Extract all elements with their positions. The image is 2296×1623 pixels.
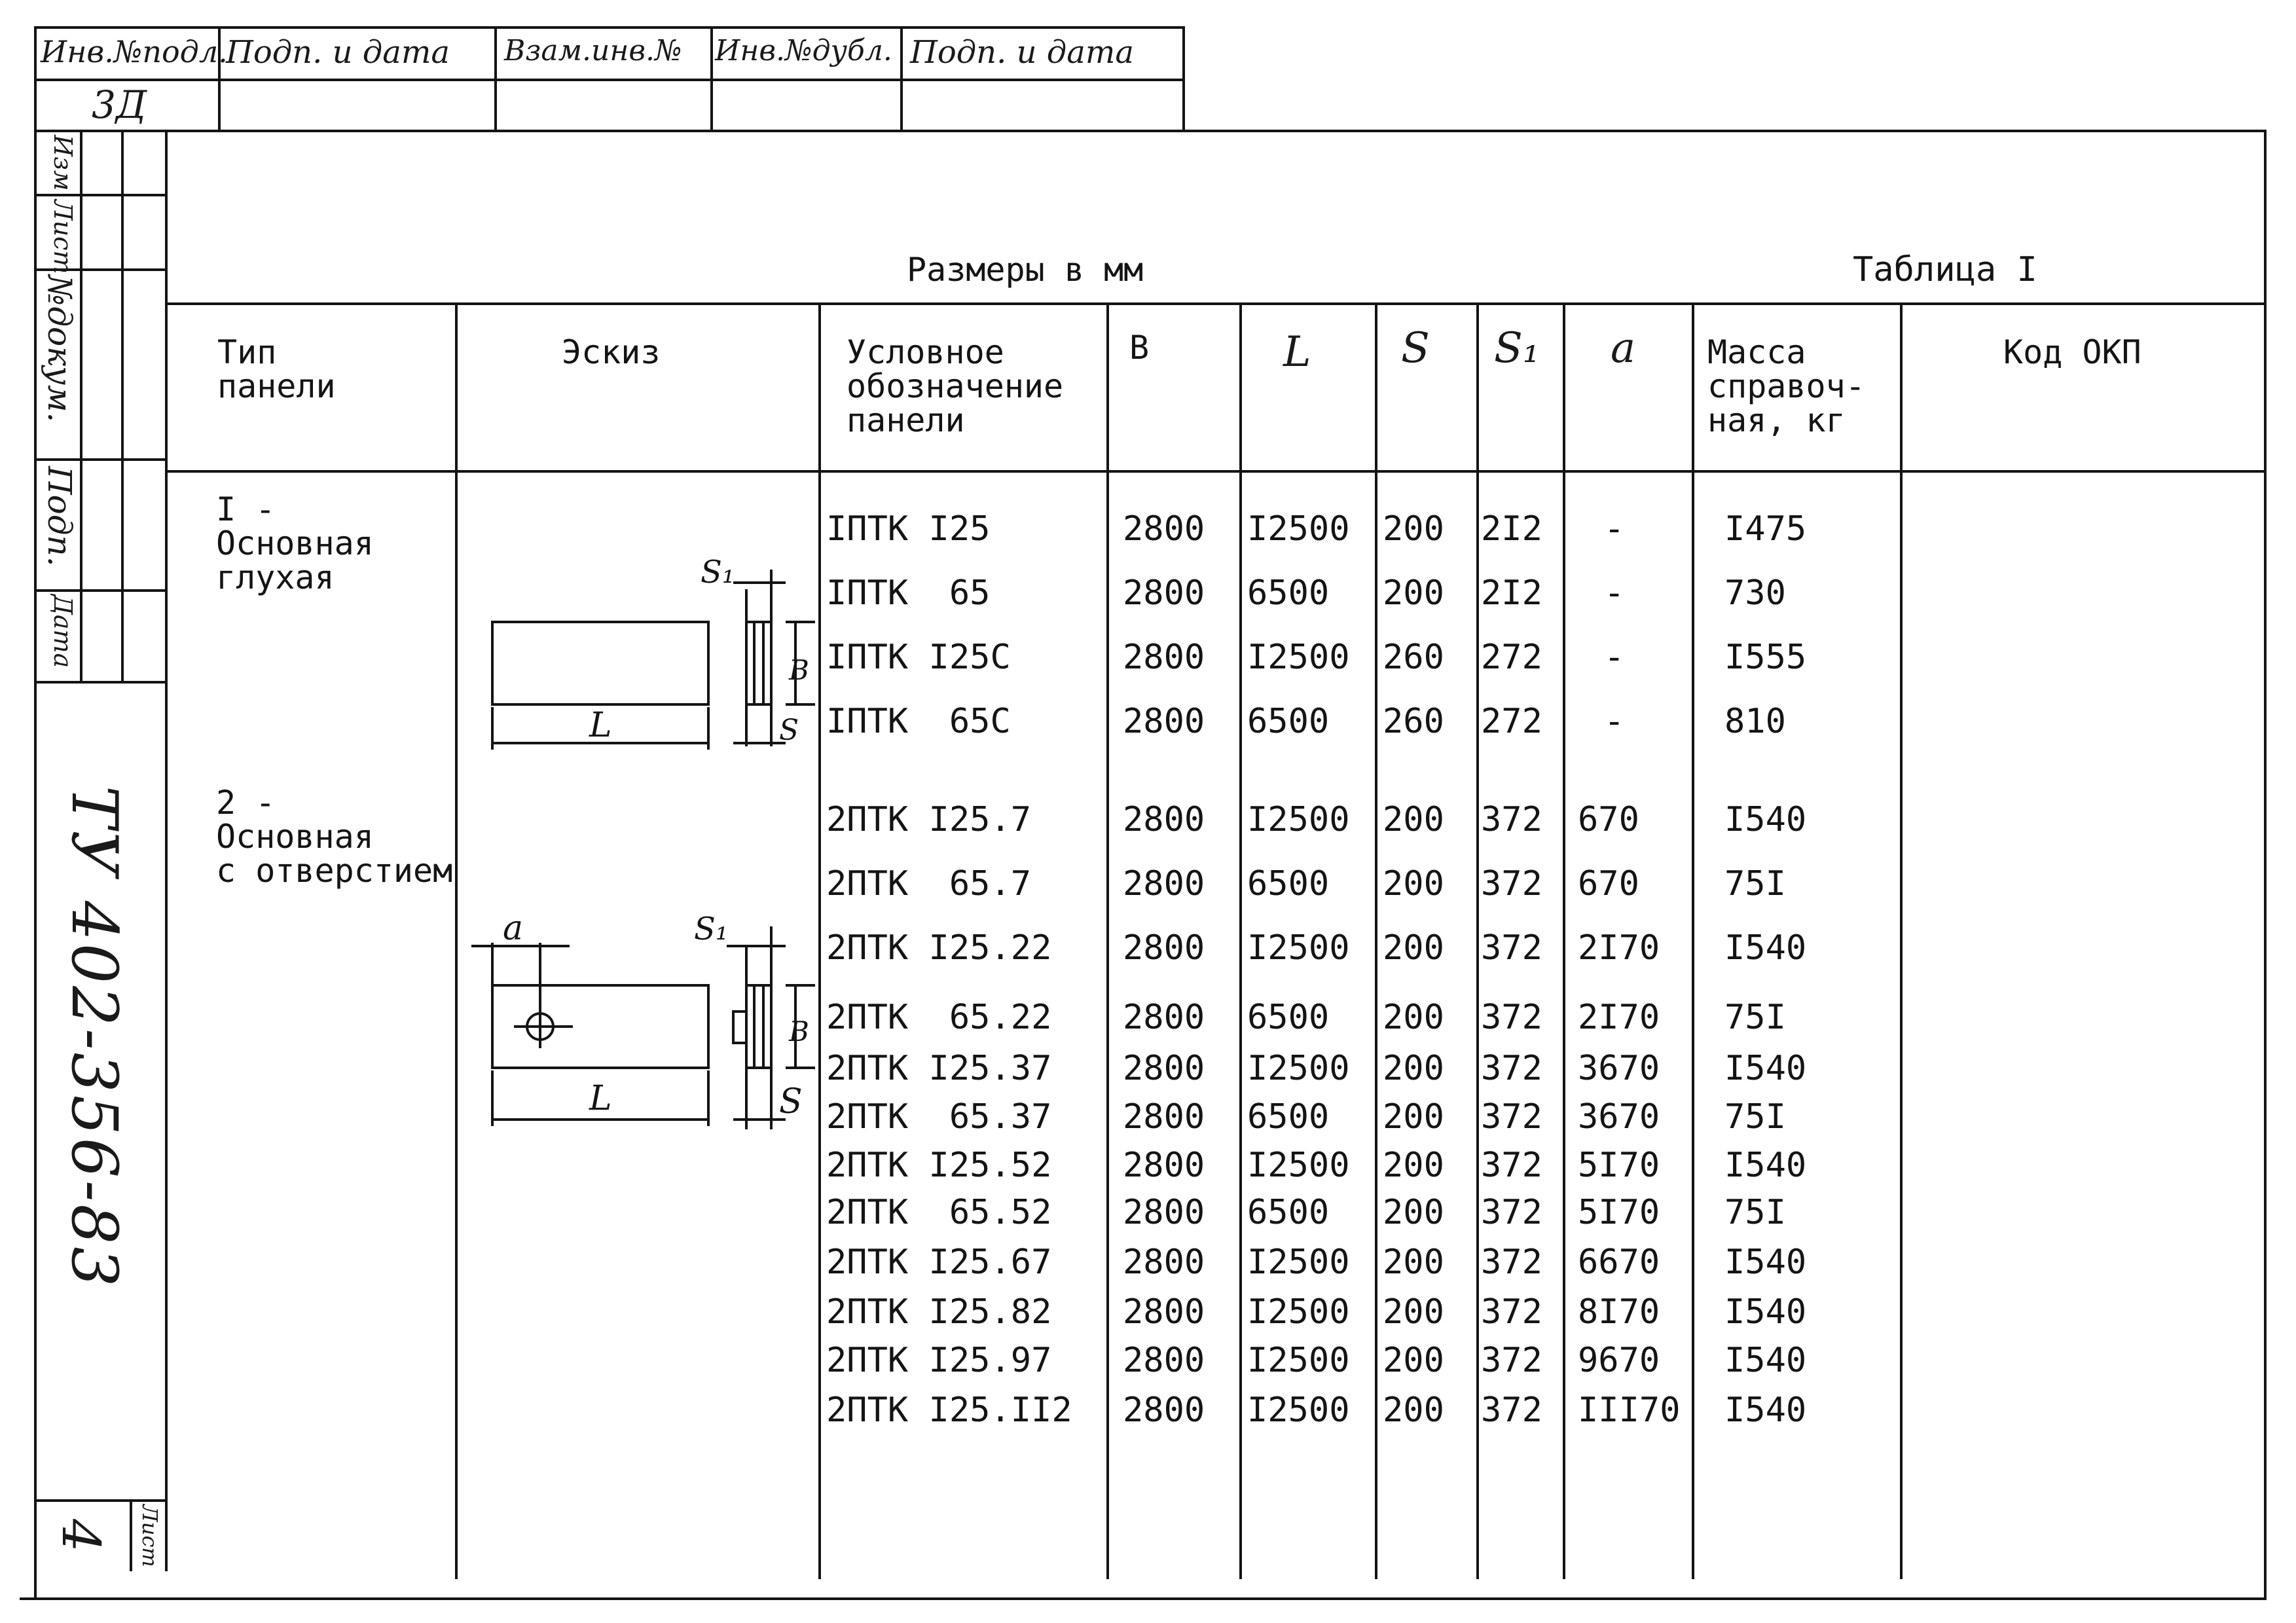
header-designation: Условное обозначение панели (847, 333, 1064, 439)
frame-bottom (20, 1597, 2267, 1600)
side-label-signature: Подп. (41, 466, 79, 567)
cell-s1: 272 (1481, 638, 1542, 677)
cell-l: I2500 (1247, 928, 1350, 968)
cell-s: 200 (1383, 1049, 1444, 1088)
cell-l: I2500 (1247, 1341, 1350, 1380)
cell-a: - (1604, 638, 1625, 677)
hole-dim-l: L (589, 1079, 612, 1118)
cell-l: 6500 (1247, 1193, 1330, 1232)
cell-s1: 372 (1481, 864, 1542, 903)
cell-mass: I540 (1724, 1243, 1807, 1282)
cell-designation: 2ПТК I25.7 (826, 800, 1032, 839)
hole-dim-b: B (789, 1015, 809, 1048)
cell-a: - (1604, 574, 1625, 613)
cell-a: 3670 (1578, 1097, 1660, 1137)
cell-s1: 372 (1481, 1292, 1542, 1332)
cell-l: 6500 (1247, 998, 1330, 1037)
header-type: Тип панели (217, 333, 336, 405)
cell-mass: 75I (1724, 1097, 1786, 1137)
cell-b: 2800 (1123, 509, 1205, 549)
cell-designation: 2ПТК 65.52 (826, 1193, 1052, 1232)
cell-b: 2800 (1123, 1097, 1205, 1137)
cell-s: 200 (1383, 574, 1444, 613)
cell-s: 200 (1383, 1341, 1444, 1380)
cell-mass: 810 (1724, 702, 1786, 741)
blank-dim-s1: S₁ (701, 554, 735, 591)
cell-l: I2500 (1247, 1146, 1350, 1185)
header-okp: Код ОКП (2003, 333, 2141, 371)
cell-b: 2800 (1123, 1193, 1205, 1232)
stamp-label-sign-date: Подп. и дата (226, 34, 450, 71)
cell-s: 200 (1383, 1193, 1444, 1232)
cell-l: I2500 (1247, 509, 1350, 549)
cell-b: 2800 (1123, 800, 1205, 839)
cell-designation: 2ПТК I25.II2 (826, 1391, 1072, 1430)
cell-a: 670 (1578, 800, 1639, 839)
header-mass: Масса справоч- ная, кг (1707, 333, 1865, 439)
cell-s: 260 (1383, 702, 1444, 741)
cell-designation: 2ПТК 65.22 (826, 998, 1052, 1037)
hole-dim-s1: S₁ (694, 911, 729, 947)
header-s1: S₁ (1494, 324, 1540, 373)
cell-l: 6500 (1247, 702, 1330, 741)
cell-mass: I540 (1724, 1341, 1807, 1380)
cell-l: I2500 (1247, 1243, 1350, 1282)
cell-s1: 272 (1481, 702, 1542, 741)
hole-dim-a: a (503, 909, 524, 948)
cell-designation: IПТК 65 (826, 574, 991, 613)
cell-mass: 75I (1724, 1193, 1786, 1232)
panel-type-1: I - Основная глухая (216, 490, 374, 596)
side-label-doc-number: №докум. (41, 275, 79, 423)
cell-s1: 372 (1481, 928, 1542, 968)
units-caption: Размеры в мм (907, 251, 1144, 289)
cell-mass: I540 (1724, 1146, 1807, 1185)
cell-a: - (1604, 509, 1625, 549)
cell-mass: I540 (1724, 928, 1807, 968)
cell-s: 200 (1383, 998, 1444, 1037)
cell-a: 9670 (1578, 1341, 1660, 1380)
cell-a: 6670 (1578, 1243, 1660, 1282)
frame-right (2264, 130, 2267, 1599)
cell-s: 200 (1383, 1146, 1444, 1185)
cell-b: 2800 (1123, 1146, 1205, 1185)
cell-b: 2800 (1123, 574, 1205, 613)
cell-designation: 2ПТК I25.52 (826, 1146, 1052, 1185)
blank-dim-l: L (589, 706, 612, 745)
cell-b: 2800 (1123, 928, 1205, 968)
cell-mass: 75I (1724, 998, 1786, 1037)
stamp-label-inv-dup: Инв.№дубл. (715, 34, 892, 67)
cell-a: 3670 (1578, 1049, 1660, 1088)
cell-a: 670 (1578, 864, 1639, 903)
cell-s1: 372 (1481, 1243, 1542, 1282)
sketch-blank-panel (458, 550, 818, 766)
side-label-sheet: Лист (48, 200, 77, 274)
cell-s: 200 (1383, 928, 1444, 968)
cell-designation: IПТК I25C (826, 638, 1011, 677)
cell-s: 200 (1383, 1097, 1444, 1137)
sheet-number: 4 (50, 1519, 111, 1552)
cell-s1: 372 (1481, 1146, 1542, 1185)
document-code: ТУ 402-356-83 (58, 786, 131, 1290)
cell-l: I2500 (1247, 1049, 1350, 1088)
stamp-inventory-value: 3Д (92, 82, 147, 127)
cell-l: 6500 (1247, 1097, 1330, 1137)
cell-mass: I475 (1724, 509, 1807, 549)
cell-l: I2500 (1247, 1391, 1350, 1430)
side-label-date: Дата (48, 594, 77, 668)
cell-s: 200 (1383, 1391, 1444, 1430)
cell-b: 2800 (1123, 1341, 1205, 1380)
cell-l: I2500 (1247, 800, 1350, 839)
cell-designation: IПТК I25 (826, 509, 991, 549)
cell-l: I2500 (1247, 1292, 1350, 1332)
cell-designation: 2ПТК 65.37 (826, 1097, 1052, 1137)
header-l: L (1283, 328, 1311, 376)
cell-mass: I555 (1724, 638, 1807, 677)
cell-s: 200 (1383, 1243, 1444, 1282)
cell-b: 2800 (1123, 998, 1205, 1037)
cell-b: 2800 (1123, 1292, 1205, 1332)
cell-l: I2500 (1247, 638, 1350, 677)
cell-s: 200 (1383, 1292, 1444, 1332)
cell-b: 2800 (1123, 864, 1205, 903)
sheet-label: Лист (137, 1504, 162, 1567)
cell-s1: 372 (1481, 800, 1542, 839)
cell-mass: 75I (1724, 864, 1786, 903)
cell-mass: I540 (1724, 1049, 1807, 1088)
cell-s1: 372 (1481, 1049, 1542, 1088)
header-s: S (1401, 324, 1430, 373)
cell-designation: 2ПТК I25.82 (826, 1292, 1052, 1332)
cell-mass: I540 (1724, 1292, 1807, 1332)
header-b: В (1129, 329, 1150, 367)
cell-mass: 730 (1724, 574, 1786, 613)
sketch-panel-with-hole (458, 881, 818, 1142)
cell-designation: 2ПТК I25.97 (826, 1341, 1052, 1380)
stamp-label-replace-inv: Взам.инв.№ (504, 34, 682, 67)
cell-a: 8I70 (1578, 1292, 1660, 1332)
cell-s1: 2I2 (1481, 509, 1542, 549)
hole-dim-s: S (779, 1082, 803, 1122)
cell-a: III70 (1578, 1391, 1681, 1430)
cell-designation: IПТК 65C (826, 702, 1011, 741)
cell-a: 5I70 (1578, 1193, 1660, 1232)
side-label-change: Изм (48, 135, 77, 191)
cell-designation: 2ПТК I25.22 (826, 928, 1052, 968)
header-sketch: Эскиз (562, 333, 661, 371)
cell-b: 2800 (1123, 1243, 1205, 1282)
cell-s: 200 (1383, 800, 1444, 839)
cell-s1: 372 (1481, 998, 1542, 1037)
cell-s1: 372 (1481, 1341, 1542, 1380)
blank-dim-b: B (789, 654, 809, 686)
cell-s1: 372 (1481, 1193, 1542, 1232)
cell-a: 2I70 (1578, 998, 1660, 1037)
blank-dim-s: S (779, 714, 799, 747)
cell-s1: 372 (1481, 1097, 1542, 1137)
cell-a: 2I70 (1578, 928, 1660, 968)
cell-b: 2800 (1123, 1391, 1205, 1430)
cell-designation: 2ПТК I25.37 (826, 1049, 1052, 1088)
cell-s: 260 (1383, 638, 1444, 677)
cell-l: 6500 (1247, 864, 1330, 903)
table-title: Таблица I (1853, 250, 2037, 289)
cell-b: 2800 (1123, 1049, 1205, 1088)
cell-b: 2800 (1123, 702, 1205, 741)
header-a: a (1611, 324, 1636, 373)
cell-designation: 2ПТК I25.67 (826, 1243, 1052, 1282)
cell-l: 6500 (1247, 574, 1330, 613)
stamp-label-sign-date-2: Подп. и дата (910, 34, 1134, 71)
cell-designation: 2ПТК 65.7 (826, 864, 1032, 903)
cell-s1: 372 (1481, 1391, 1542, 1430)
cell-a: 5I70 (1578, 1146, 1660, 1185)
cell-b: 2800 (1123, 638, 1205, 677)
cell-a: - (1604, 702, 1625, 741)
cell-mass: I540 (1724, 1391, 1807, 1430)
cell-mass: I540 (1724, 800, 1807, 839)
cell-s1: 2I2 (1481, 574, 1542, 613)
stamp-label-inv-orig: Инв.№подл. (41, 34, 228, 69)
cell-s: 200 (1383, 864, 1444, 903)
cell-s: 200 (1383, 509, 1444, 549)
panel-type-2: 2 - Основная с отверстием (216, 784, 453, 890)
